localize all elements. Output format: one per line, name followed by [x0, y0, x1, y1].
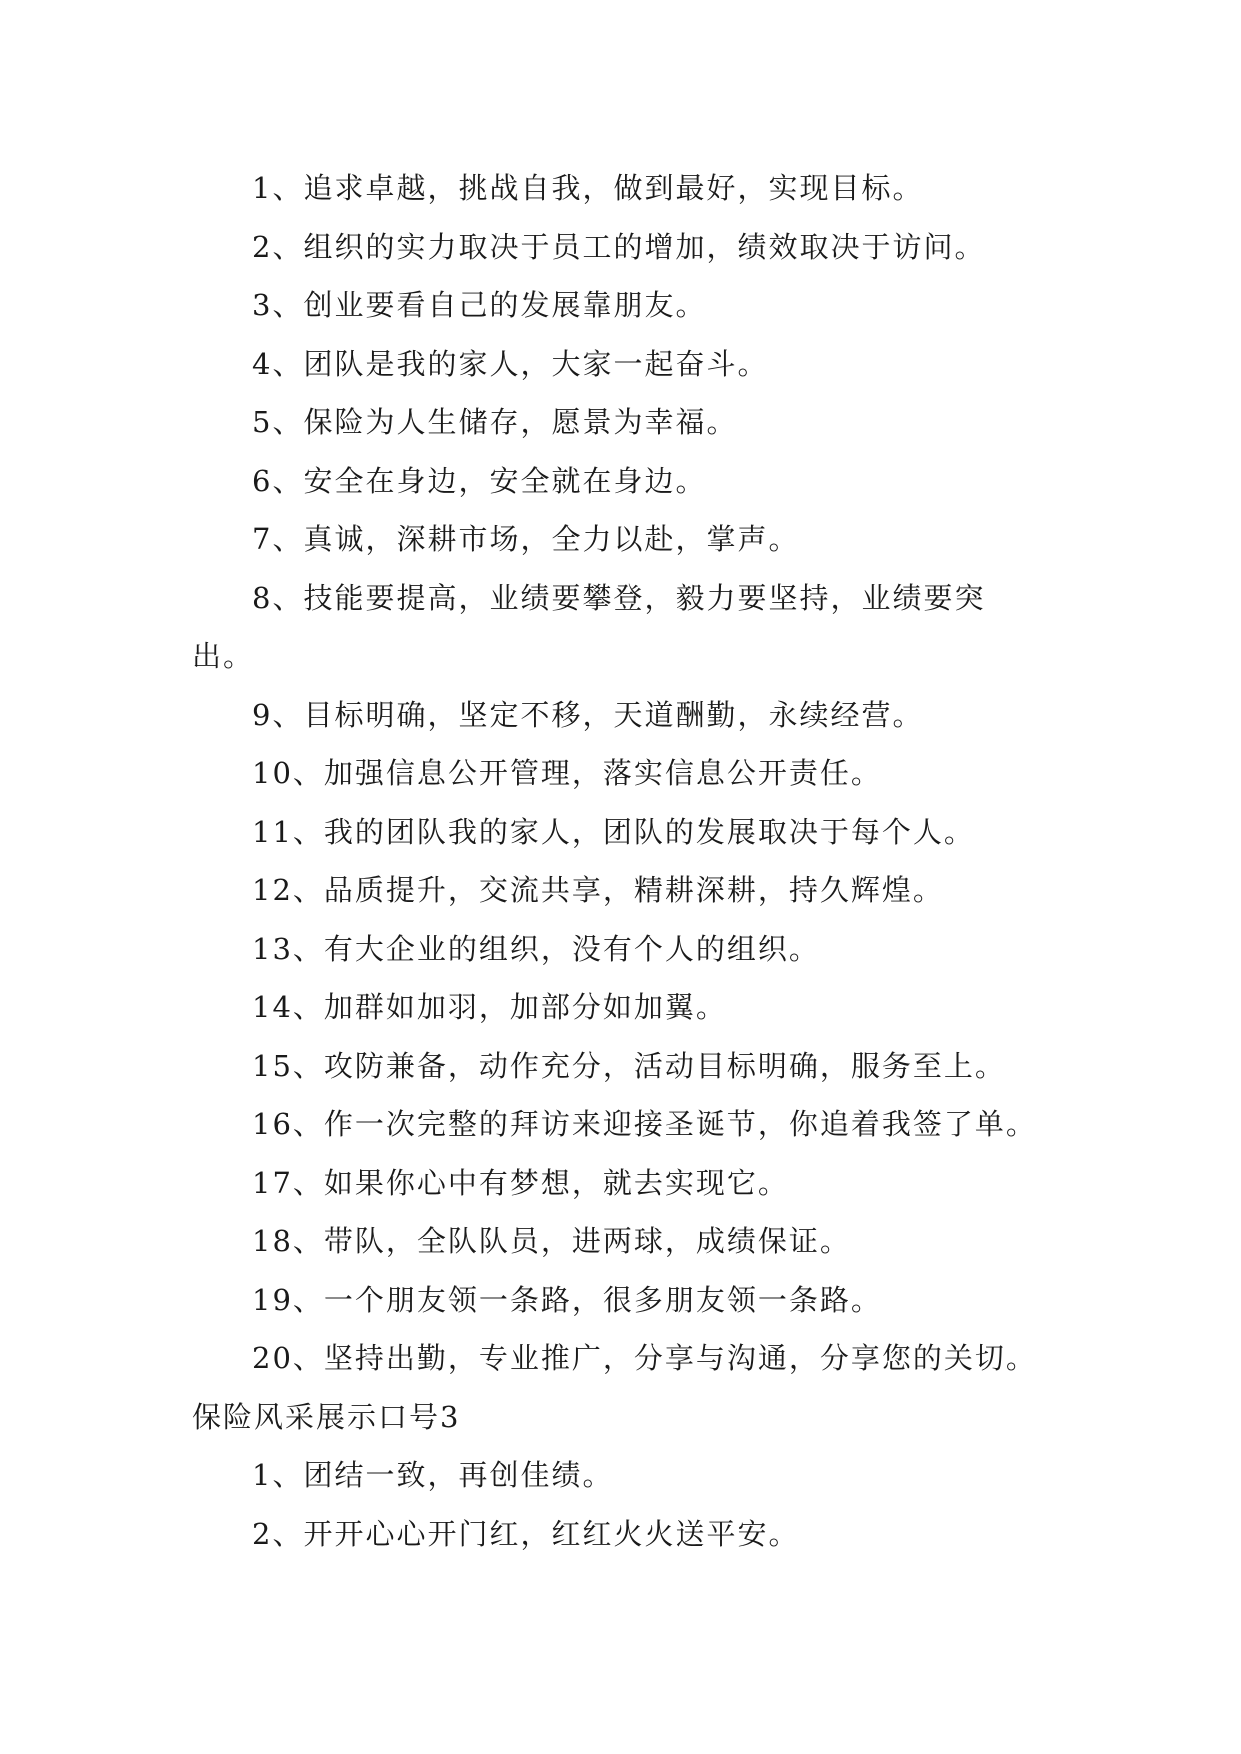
- slogan-item-15: 15、攻防兼备，动作充分，活动目标明确，服务至上。: [252, 1048, 1006, 1083]
- slogan-item-2: 2、组织的实力取决于员工的增加，绩效取决于访问。: [252, 229, 986, 264]
- slogan-item-3-2: 2、开开心心开门红，红红火火送平安。: [252, 1516, 800, 1551]
- slogan-item-9: 9、目标明确，坚定不移，天道酬勤，永续经营。: [252, 697, 924, 732]
- slogan-item-6: 6、安全在身边，安全就在身边。: [252, 463, 707, 498]
- slogan-item-20: 20、坚持出勤，专业推广，分享与沟通，分享您的关切。: [252, 1341, 1037, 1375]
- slogan-item-1: 1、追求卓越，挑战自我，做到最好，实现目标。: [252, 171, 924, 205]
- slogan-item-16: 16、作一次完整的拜访来迎接圣诞节，你追着我签了单。: [252, 1107, 1037, 1141]
- slogan-item-3-1: 1、团结一致，再创佳绩。: [252, 1458, 614, 1492]
- slogan-item-19: 19、一个朋友领一条路，很多朋友领一条路。: [252, 1282, 882, 1317]
- slogan-item-18: 18、带队，全队队员，进两球，成绩保证。: [252, 1224, 851, 1258]
- document-body: [192, 159, 1092, 1563]
- slogan-item-3: 3、创业要看自己的发展靠朋友。: [252, 288, 707, 322]
- section-heading: 保险风采展示口号3: [192, 1399, 461, 1434]
- slogan-item-4: 4、团队是我的家人，大家一起奋斗。: [252, 346, 769, 381]
- slogan-item-5: 5、保险为人生储存，愿景为幸福。: [252, 405, 738, 439]
- slogan-item-14: 14、加群如加羽，加部分如加翼。: [252, 990, 727, 1024]
- slogan-item-8-continued: 出。: [192, 639, 255, 673]
- slogan-item-13: 13、有大企业的组织，没有个人的组织。: [252, 931, 820, 966]
- slogan-item-8: 8、技能要提高，业绩要攀登，毅力要坚持，业绩要突: [252, 580, 986, 615]
- slogan-item-11: 11、我的团队我的家人，团队的发展取决于每个人。: [252, 814, 975, 849]
- slogan-item-7: 7、真诚，深耕市场，全力以赴，掌声。: [252, 522, 800, 556]
- slogan-item-17: 17、如果你心中有梦想，就去实现它。: [252, 1165, 789, 1200]
- slogan-item-12: 12、品质提升，交流共享，精耕深耕，持久辉煌。: [252, 873, 944, 907]
- slogan-item-10: 10、加强信息公开管理，落实信息公开责任。: [252, 756, 882, 790]
